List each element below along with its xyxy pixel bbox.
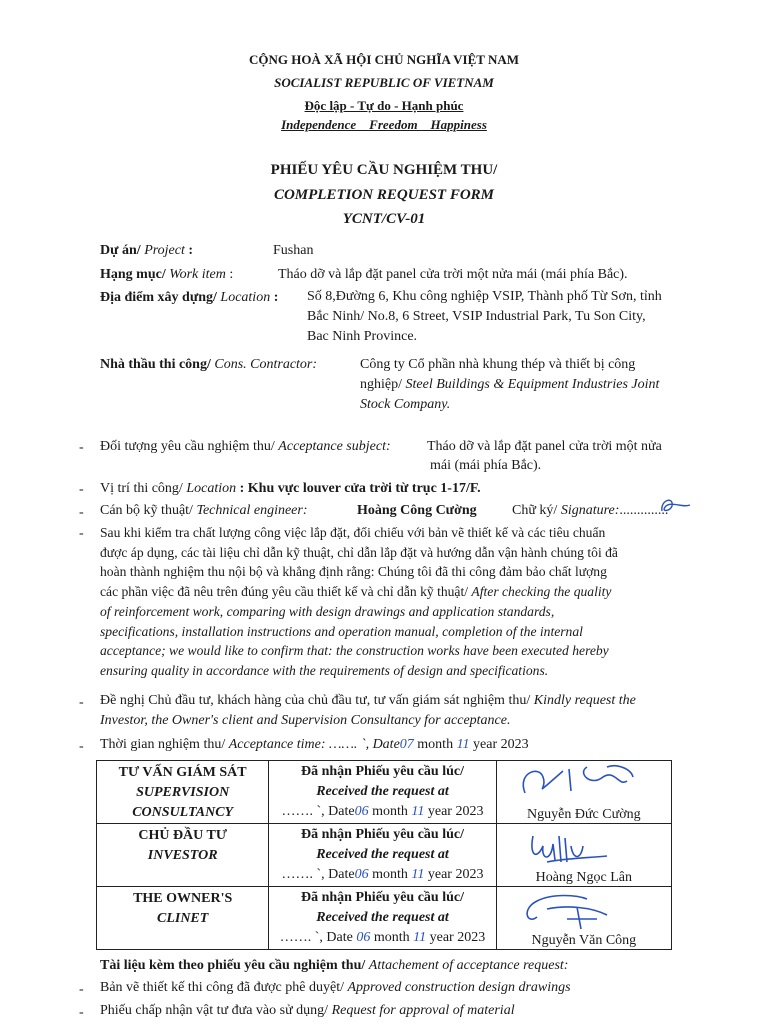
subject-label: Đối tượng yêu cầu nghiệm thu/ Acceptance subject:	[100, 439, 391, 454]
statement-line	[100, 582, 720, 602]
request-line-2: Investor, the Owner's client and Supervision Consultancy for acceptance.	[100, 713, 511, 728]
request-line-1: Đề nghị Chủ đầu tư, khách hàng của chủ đầu tư, tư vấn giám sát nghiệm thu/ Kindly request the	[100, 693, 636, 708]
party-name-vn: TƯ VẤN GIÁM SÁT	[118, 765, 247, 780]
engineer-label: Cán bộ kỹ thuật/ Technical engineer:	[100, 503, 308, 518]
bullet-dash: -	[79, 1005, 84, 1020]
subject-value-1: Tháo dỡ và lắp đặt panel cửa trời một nửa	[427, 439, 662, 454]
location-line-3: Bac Ninh Province.	[307, 329, 418, 344]
party-cell	[97, 824, 269, 887]
attachments-heading: Tài liệu kèm theo phiếu yêu cầu nghiệm thu/ Attachement of acceptance request:	[100, 958, 569, 973]
location-label: Địa điểm xây dựng/ Location :	[100, 290, 279, 305]
table-row	[97, 824, 672, 887]
location-line-2: Bắc Ninh/ No.8, 6 Street, VSIP Industrial Park, Tu Son City,	[307, 309, 646, 324]
statement-text-en: acceptance; we would like to confirm that: the construction works have been executed hereby	[100, 643, 609, 659]
bullet-dash: -	[79, 526, 84, 541]
table-row	[97, 887, 672, 950]
signer-name: Nguyễn Đức Cường	[527, 807, 641, 822]
statement-text-vn: các phần việc đã nêu trên đúng yêu cầu thiết kế và chỉ dẫn kỹ thuật/	[100, 584, 472, 600]
bullet-dash: -	[79, 440, 84, 455]
engineer-name: Hoàng Công Cường	[357, 503, 477, 518]
received-label-en: Received the request at	[316, 910, 449, 925]
handwritten-signature	[507, 826, 657, 870]
form-title-vn: PHIẾU YÊU CẦU NGHIỆM THU/	[270, 162, 498, 178]
confirmation-statement	[100, 523, 720, 681]
subject-value-2: mái (mái phía Bắc).	[430, 458, 542, 473]
received-label-vn: Đã nhận Phiếu yêu cầu lúc/	[301, 764, 464, 779]
statement-line	[100, 523, 720, 543]
motto-vn: Độc lập - Tự do - Hạnh phúc	[304, 98, 464, 113]
statement-line	[100, 622, 720, 642]
contractor-label: Nhà thầu thi công/ Cons. Contractor:	[100, 357, 318, 372]
statement-text-en: After checking the quality	[471, 584, 612, 600]
received-label-vn: Đã nhận Phiếu yêu cầu lúc/	[301, 827, 464, 842]
handwritten-signature	[507, 763, 657, 807]
party-cell	[97, 887, 269, 950]
contractor-line-1: Công ty Cổ phần nhà khung thép và thiết bị công	[360, 357, 636, 372]
national-title-en: SOCIALIST REPUBLIC OF VIETNAM	[274, 75, 494, 90]
acceptance-table	[96, 760, 672, 950]
attachment-item-material: Phiếu chấp nhận vật tư đưa vào sử dụng/ Request for approval of material	[100, 1003, 515, 1018]
received-date: ……. `, Date06 month 11 year 2023	[281, 804, 484, 819]
statement-text-en: ensuring quality in accordance with the requirements of design and specifications.	[100, 662, 549, 678]
form-title-en: COMPLETION REQUEST FORM	[273, 187, 495, 203]
signature-cell	[496, 824, 671, 887]
received-label-en: Received the request at	[316, 847, 449, 862]
statement-text-vn: Sau khi kiểm tra chất lượng công việc lắp đặt, đối chiếu với bản vẽ thiết kế và các tiêu chuẩn	[100, 525, 606, 540]
received-label-vn: Đã nhận Phiếu yêu cầu lúc/	[301, 890, 464, 905]
received-date: ……. `, Date06 month 11 year 2023	[281, 867, 484, 882]
party-cell	[97, 761, 269, 824]
table-row	[97, 761, 672, 824]
received-label-en: Received the request at	[316, 784, 449, 799]
contractor-line-2: nghiệp/ Steel Buildings & Equipment Industries Joint	[360, 377, 660, 392]
work-item-value: Tháo dỡ và lắp đặt panel cửa trời một nửa mái (mái phía Bắc).	[278, 267, 628, 282]
received-cell	[269, 824, 496, 887]
party-name-vn: CHỦ ĐẦU TƯ	[138, 828, 227, 843]
bullet-dash: -	[79, 505, 84, 520]
party-name-vn: THE OWNER'S	[133, 891, 233, 906]
signature-cell	[496, 761, 671, 824]
signature-cell	[496, 887, 671, 950]
bullet-dash: -	[79, 982, 84, 997]
received-cell	[269, 761, 496, 824]
bullet-dash: -	[79, 695, 84, 710]
project-value: Fushan	[273, 243, 314, 258]
handwritten-signature	[507, 889, 657, 933]
motto-en: Independence Freedom Happiness	[281, 117, 487, 132]
form-code: YCNT/CV-01	[342, 211, 426, 227]
statement-text-vn: hoàn thành nghiệm thu nội bộ và khẳng định rằng: Chúng tôi đã thi công đảm bảo chất lượng	[100, 564, 607, 580]
statement-line	[100, 543, 720, 563]
statement-text-en: specifications, installation instructions and operation manual, completion of the internal	[100, 623, 583, 639]
bullet-dash: -	[79, 739, 84, 754]
received-cell	[269, 887, 496, 950]
project-label: Dự án/ Project :	[100, 243, 194, 258]
acceptance-time: Thời gian nghiệm thu/ Acceptance time: ……. `, Date07 month 11 year 2023	[100, 737, 529, 752]
statement-line	[100, 641, 720, 661]
signer-name: Nguyễn Văn Công	[531, 933, 637, 948]
party-name-en: CLINET	[156, 911, 209, 926]
engineer-signature-label: Chữ ký/ Signature:..............	[512, 503, 669, 518]
received-date: ……. `, Date 06 month 11 year 2023	[279, 930, 486, 945]
bullet-dash: -	[79, 482, 84, 497]
statement-line	[100, 661, 720, 681]
party-name-en-2: CONSULTANCY	[132, 805, 234, 820]
location-line-1: Số 8,Đường 6, Khu công nghiệp VSIP, Thành phố Từ Sơn, tỉnh	[307, 289, 662, 304]
site-location-line: Vị trí thi công/ Location : Khu vực louver cửa trời từ trục 1-17/F.	[100, 481, 481, 496]
party-name-en: SUPERVISION	[136, 785, 230, 800]
contractor-line-3: Stock Company.	[360, 397, 451, 412]
engineer-signature-mark	[652, 494, 694, 518]
statement-text-en: of reinforcement work, comparing with design drawings and application standards,	[100, 603, 555, 619]
signer-name: Hoàng Ngọc Lân	[535, 870, 633, 885]
work-item-label: Hạng mục/ Work item :	[100, 267, 234, 282]
national-title-vn: CỘNG HOÀ XÃ HỘI CHỦ NGHĨA VIỆT NAM	[248, 52, 520, 67]
party-name-en: INVESTOR	[147, 848, 218, 863]
statement-text-vn: được áp dụng, các tài liệu chỉ dẫn kỹ thuật, chỉ dẫn lắp đặt và hướng dẫn vận hành chúng tôi đã	[100, 544, 618, 560]
statement-line	[100, 602, 720, 622]
statement-line	[100, 562, 720, 582]
attachment-item-drawings: Bản vẽ thiết kế thi công đã được phê duyệt/ Approved construction design drawings	[100, 980, 571, 995]
